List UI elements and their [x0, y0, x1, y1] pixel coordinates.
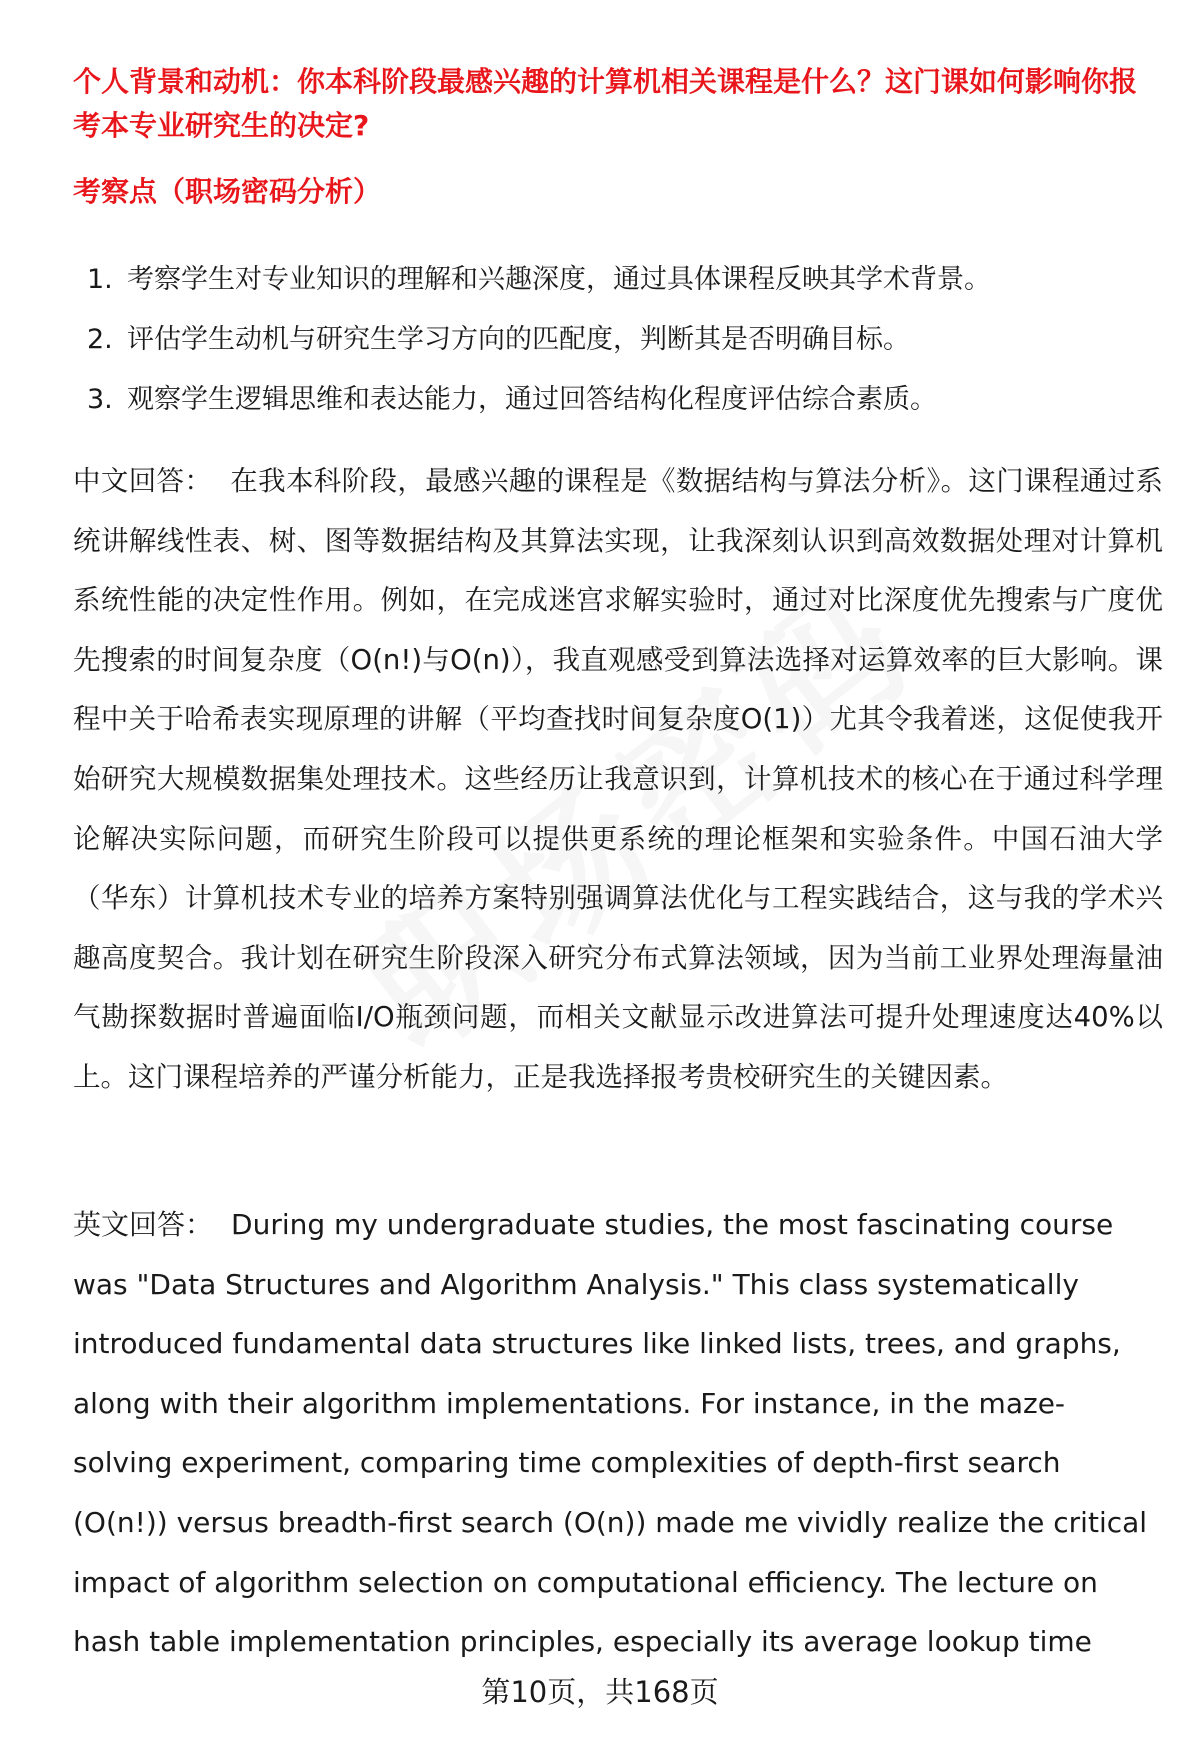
point-number: 1. — [87, 264, 113, 295]
analysis-points-list — [73, 250, 1153, 430]
point-text: 评估学生动机与研究生学习方向的匹配度，判断其是否明确目标。 — [127, 324, 910, 355]
analysis-point — [73, 310, 1153, 370]
analysis-point — [73, 250, 1153, 310]
point-text: 考察学生对专业知识的理解和兴趣深度，通过具体课程反映其学术背景。 — [127, 264, 991, 295]
chinese-answer — [73, 452, 1163, 1108]
english-answer-label: 英文回答： — [73, 1208, 214, 1241]
english-answer — [73, 1195, 1163, 1672]
analysis-heading: 考察点（职场密码分析） — [73, 175, 382, 208]
point-number: 3. — [87, 384, 113, 415]
chinese-answer-label: 中文回答： — [73, 465, 213, 497]
page-footer: 第10页，共168页 — [481, 1675, 719, 1709]
question-heading: 个人背景和动机：你本科阶段最感兴趣的计算机相关课程是什么？这门课如何影响你报考本专业研究生的决定? — [73, 65, 1138, 142]
point-number: 2. — [87, 324, 113, 355]
point-text: 观察学生逻辑思维和表达能力，通过回答结构化程度评估综合素质。 — [127, 384, 937, 415]
chinese-answer-text: 在我本科阶段，最感兴趣的课程是《数据结构与算法分析》。这门课程通过系统讲解线性表、树、图等数据结构及其算法实现，让我深刻认识到高效数据处理对计算机系统性能的决定性作用。例如，在完成迷宫求解实验时，通过对比深度优先搜索与广度优先搜索的时间复杂度（O(n!)与O(n)），我直观感受到算法选择对运算效率的巨大影响。课程中关于哈希表实现原理的讲解（平均查找时间复杂度O(1)）尤其令我着迷，这促使我开始研究大规模数据集处理技术。这些经历让我意识到，计算机技术的核心在于通过科学理论解决实际问题，而研究生阶段可以提供更系统的理论框架和实验条件。中国石油大学（华东）计算机技术专业的培养方案特别强调算法优化与工程实践结合，这与我的学术兴趣高度契合。我计划在研究生阶段深入研究分布式算法领域，因为当前工业界处理海量油气勘探数据时普遍面临I/O瓶颈问题，而相关文献显示改进算法可提升处理速度达40%以上。这门课程培养的严谨分析能力，正是我选择报考贵校研究生的关键因素。 — [73, 465, 1164, 1093]
english-answer-text: During my undergraduate studies, the most fascinating course was "Data Structures and Algorithm Analysis." This class systematically introduced fundamental data structures like linked lists, trees, and graphs, along with their algorithm implementations. For instance, in the maze-solving experiment, comparing time complexities of depth-first search (O(n!)) versus breadth-first search (O(n)) made me vividly realize the critical impact of algorithm selection on computational efficiency. The lecture on hash table implementation principles, especially its average lookup time — [73, 1208, 1148, 1659]
analysis-point — [73, 370, 1153, 430]
